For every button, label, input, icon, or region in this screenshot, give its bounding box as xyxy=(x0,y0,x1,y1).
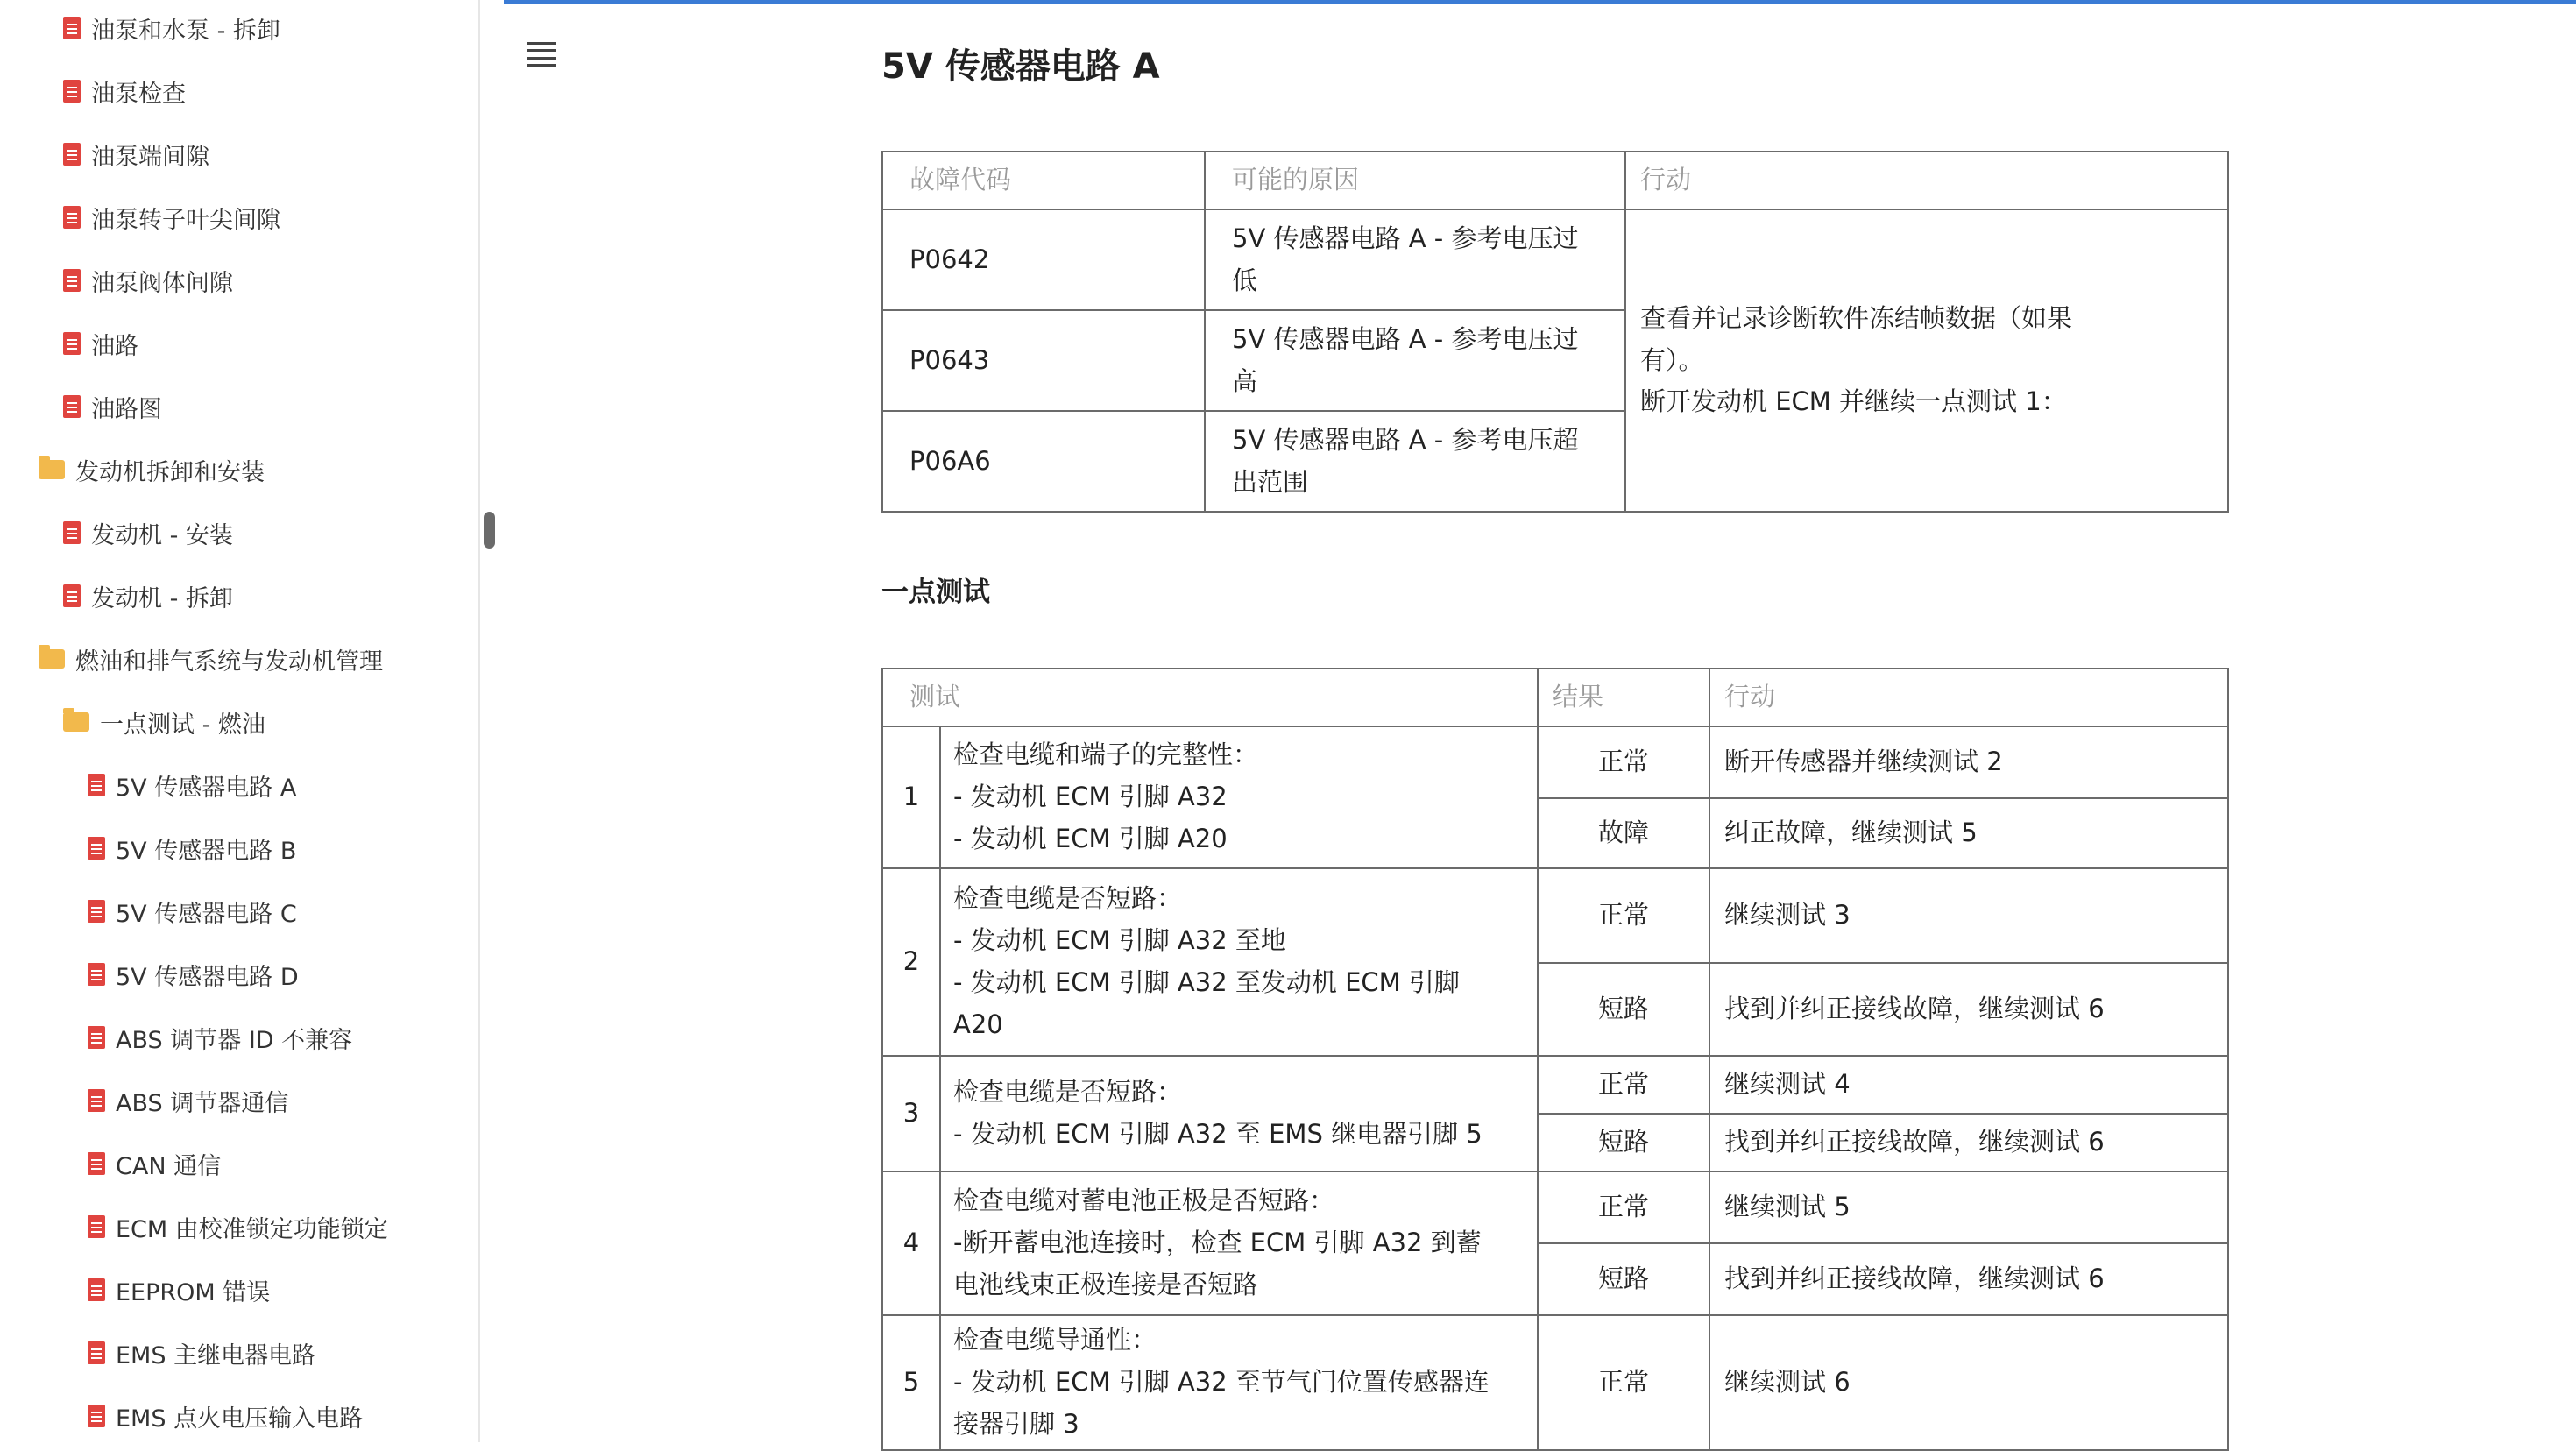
sidebar-item[interactable] xyxy=(63,380,162,433)
step-line: - 发动机 ECM 引脚 A20 xyxy=(953,823,1228,853)
sidebar-item[interactable] xyxy=(88,1200,388,1253)
test-action: 找到并纠正接线故障，继续测试 6 xyxy=(1709,1243,2228,1315)
step-line: - 发动机 ECM 引脚 A32 至 EMS 继电器引脚 5 xyxy=(953,1119,1483,1149)
sidebar-item-label: 发动机 - 拆卸 xyxy=(91,584,233,612)
test-number: 1 xyxy=(882,726,940,868)
test-result: 正常 xyxy=(1538,726,1709,798)
sidebar-item-label: 燃油和排气系统与发动机管理 xyxy=(75,648,383,676)
page-title: 5V 传感器电路 A xyxy=(881,46,1160,87)
sidebar-scrollbar-thumb[interactable] xyxy=(484,512,495,549)
document-icon xyxy=(88,1089,105,1112)
sidebar-item-label: 5V 传感器电路 A xyxy=(116,774,297,802)
test-result: 正常 xyxy=(1538,868,1709,963)
test-action: 继续测试 5 xyxy=(1709,1171,2228,1243)
document-icon xyxy=(63,584,81,607)
action-line: 有）。 xyxy=(1640,344,1704,375)
document-icon xyxy=(63,206,81,229)
table-header-row xyxy=(882,152,2228,209)
sidebar-item[interactable] xyxy=(63,2,280,54)
step-line: 检查电缆对蓄电池正极是否短路： xyxy=(953,1186,1335,1216)
test-action: 找到并纠正接线故障，继续测试 6 xyxy=(1709,963,2228,1056)
sidebar-item-label: 油路图 xyxy=(91,395,162,423)
column-header: 行动 xyxy=(1709,669,2228,726)
sidebar-item-active[interactable] xyxy=(88,759,296,811)
table-row xyxy=(882,1171,2228,1243)
cause-line: 5V 传感器电路 A - 参考电压超 xyxy=(1232,424,1579,455)
test-action: 继续测试 3 xyxy=(1709,868,2228,963)
document-icon xyxy=(88,1215,105,1238)
sidebar-item-label: ECM 由校准锁定功能锁定 xyxy=(116,1215,388,1243)
test-result: 故障 xyxy=(1538,798,1709,868)
document-icon xyxy=(88,1405,105,1427)
document-icon xyxy=(63,395,81,418)
sidebar-folder[interactable] xyxy=(63,696,265,748)
step-line: - 发动机 ECM 引脚 A32 xyxy=(953,782,1228,812)
document-icon xyxy=(88,1026,105,1049)
document-icon xyxy=(63,521,81,544)
sidebar-folder[interactable] xyxy=(39,633,383,685)
sidebar-item[interactable] xyxy=(88,1137,221,1190)
test-steps xyxy=(940,726,1538,868)
sidebar-item-label: ABS 调节器通信 xyxy=(116,1089,289,1117)
sidebar-item-label: 发动机拆卸和安装 xyxy=(75,458,265,486)
content-top-rule xyxy=(504,0,2576,4)
sidebar-item[interactable] xyxy=(63,506,233,559)
document-icon xyxy=(63,143,81,166)
action-line: 断开发动机 ECM 并继续一点测试 1： xyxy=(1640,386,2067,417)
folder-icon xyxy=(39,649,65,669)
sidebar-item-label: 5V 传感器电路 C xyxy=(116,900,297,928)
table-row xyxy=(882,209,2228,310)
cause-line: 出范围 xyxy=(1232,466,1309,497)
section-title: 一点测试 xyxy=(881,577,990,608)
sidebar-item[interactable] xyxy=(88,822,296,874)
step-line: -断开蓄电池连接时，检查 ECM 引脚 A32 到蓄 xyxy=(953,1228,1482,1258)
dtc-code: P06A6 xyxy=(882,411,1205,512)
sidebar-item-label: 油泵检查 xyxy=(91,80,186,108)
document-icon xyxy=(88,1152,105,1175)
test-steps xyxy=(940,1056,1538,1171)
sidebar-nav xyxy=(0,0,480,1442)
sidebar-item-label: 发动机 - 安装 xyxy=(91,521,233,549)
step-line: 检查电缆是否短路： xyxy=(953,883,1183,914)
test-result: 正常 xyxy=(1538,1315,1709,1450)
sidebar-item[interactable] xyxy=(88,1390,363,1442)
cause-line: 高 xyxy=(1232,365,1258,396)
sidebar-folder[interactable] xyxy=(39,443,265,496)
table-header-row xyxy=(882,669,2228,726)
dtc-cause xyxy=(1205,209,1625,310)
step-line: 检查电缆和端子的完整性： xyxy=(953,740,1259,770)
test-action: 找到并纠正接线故障，继续测试 6 xyxy=(1709,1114,2228,1171)
table-row xyxy=(882,726,2228,798)
dtc-code: P0642 xyxy=(882,209,1205,310)
document-icon xyxy=(63,17,81,39)
document-icon xyxy=(63,269,81,292)
action-line: 查看并记录诊断软件冻结帧数据（如果 xyxy=(1640,302,2073,333)
test-result: 正常 xyxy=(1538,1171,1709,1243)
test-result: 短路 xyxy=(1538,1243,1709,1315)
test-number: 5 xyxy=(882,1315,940,1450)
cause-line: 5V 传感器电路 A - 参考电压过 xyxy=(1232,223,1579,253)
column-header: 行动 xyxy=(1625,152,2228,209)
sidebar-item[interactable] xyxy=(63,570,233,622)
sidebar-item[interactable] xyxy=(63,65,186,117)
document-icon xyxy=(88,1341,105,1364)
folder-icon xyxy=(63,712,89,732)
table-row xyxy=(882,1315,2228,1450)
sidebar-item-label: EMS 主继电器电路 xyxy=(116,1341,316,1370)
step-line: - 发动机 ECM 引脚 A32 至发动机 ECM 引脚 xyxy=(953,967,1460,997)
sidebar-item-label: EMS 点火电压输入电路 xyxy=(116,1405,364,1433)
sidebar-item[interactable] xyxy=(88,948,299,1001)
document-icon xyxy=(63,80,81,103)
sidebar-item-label: 油泵和水泵 - 拆卸 xyxy=(91,17,280,45)
sidebar-item-label: 油泵阀体间隙 xyxy=(91,269,233,297)
document-icon xyxy=(88,774,105,796)
document-icon xyxy=(88,1278,105,1301)
test-result: 短路 xyxy=(1538,963,1709,1056)
sidebar-item-label: 5V 传感器电路 B xyxy=(116,837,297,865)
column-header: 可能的原因 xyxy=(1205,152,1625,209)
sidebar-item[interactable] xyxy=(88,1327,315,1379)
sidebar-item-label: EEPROM 错误 xyxy=(116,1278,271,1306)
sidebar-item-label: 油泵端间隙 xyxy=(91,143,209,171)
test-action: 继续测试 6 xyxy=(1709,1315,2228,1450)
sidebar-item-label: ABS 调节器 ID 不兼容 xyxy=(116,1026,353,1054)
test-number: 3 xyxy=(882,1056,940,1171)
dtc-table xyxy=(881,151,2229,513)
column-header: 测试 xyxy=(882,669,1538,726)
test-result: 正常 xyxy=(1538,1056,1709,1114)
sidebar-item[interactable] xyxy=(88,885,297,938)
document-icon xyxy=(63,332,81,355)
table-row xyxy=(882,868,2228,963)
sidebar-item[interactable] xyxy=(88,1011,352,1064)
sidebar-item[interactable] xyxy=(63,128,209,180)
step-line: 检查电缆是否短路： xyxy=(953,1077,1183,1108)
cause-line: 低 xyxy=(1232,265,1258,295)
test-number: 2 xyxy=(882,868,940,1056)
test-action: 纠正故障，继续测试 5 xyxy=(1709,798,2228,868)
test-number: 4 xyxy=(882,1171,940,1315)
folder-icon xyxy=(39,460,65,479)
document-icon xyxy=(88,837,105,860)
test-steps xyxy=(940,1315,1538,1450)
step-line: - 发动机 ECM 引脚 A32 至节气门位置传感器连 xyxy=(953,1366,1490,1397)
step-line: 电池线束正极连接是否短路 xyxy=(953,1269,1259,1299)
document-icon xyxy=(88,963,105,986)
test-steps xyxy=(940,868,1538,1056)
sidebar-item[interactable] xyxy=(63,317,138,370)
dtc-cause xyxy=(1205,310,1625,411)
sidebar-item-label: 油泵转子叶尖间隙 xyxy=(91,206,280,234)
cause-line: 5V 传感器电路 A - 参考电压过 xyxy=(1232,323,1579,354)
dtc-code: P0643 xyxy=(882,310,1205,411)
test-action: 继续测试 4 xyxy=(1709,1056,2228,1114)
step-line: 检查电缆导通性： xyxy=(953,1325,1157,1355)
document-icon xyxy=(88,900,105,923)
hamburger-menu-icon[interactable] xyxy=(527,42,556,67)
sidebar-item-label: CAN 通信 xyxy=(116,1152,222,1180)
sidebar-item-label: 5V 传感器电路 D xyxy=(116,963,299,991)
step-line: A20 xyxy=(953,1009,1003,1039)
test-action: 断开传感器并继续测试 2 xyxy=(1709,726,2228,798)
sidebar-item-label: 一点测试 - 燃油 xyxy=(100,711,265,739)
table-row xyxy=(882,1056,2228,1114)
sidebar-item-label: 油路 xyxy=(91,332,138,360)
sidebar-item[interactable] xyxy=(63,254,233,307)
step-line: 接器引脚 3 xyxy=(953,1408,1079,1439)
sidebar-item[interactable] xyxy=(63,191,280,244)
dtc-cause xyxy=(1205,411,1625,512)
test-steps xyxy=(940,1171,1538,1315)
column-header: 故障代码 xyxy=(882,152,1205,209)
sidebar-item[interactable] xyxy=(88,1263,270,1316)
test-result: 短路 xyxy=(1538,1114,1709,1171)
column-header: 结果 xyxy=(1538,669,1709,726)
step-line: - 发动机 ECM 引脚 A32 至地 xyxy=(953,925,1286,956)
sidebar-item[interactable] xyxy=(88,1074,288,1127)
dtc-action xyxy=(1625,209,2228,512)
pinpoint-test-table xyxy=(881,668,2229,1451)
